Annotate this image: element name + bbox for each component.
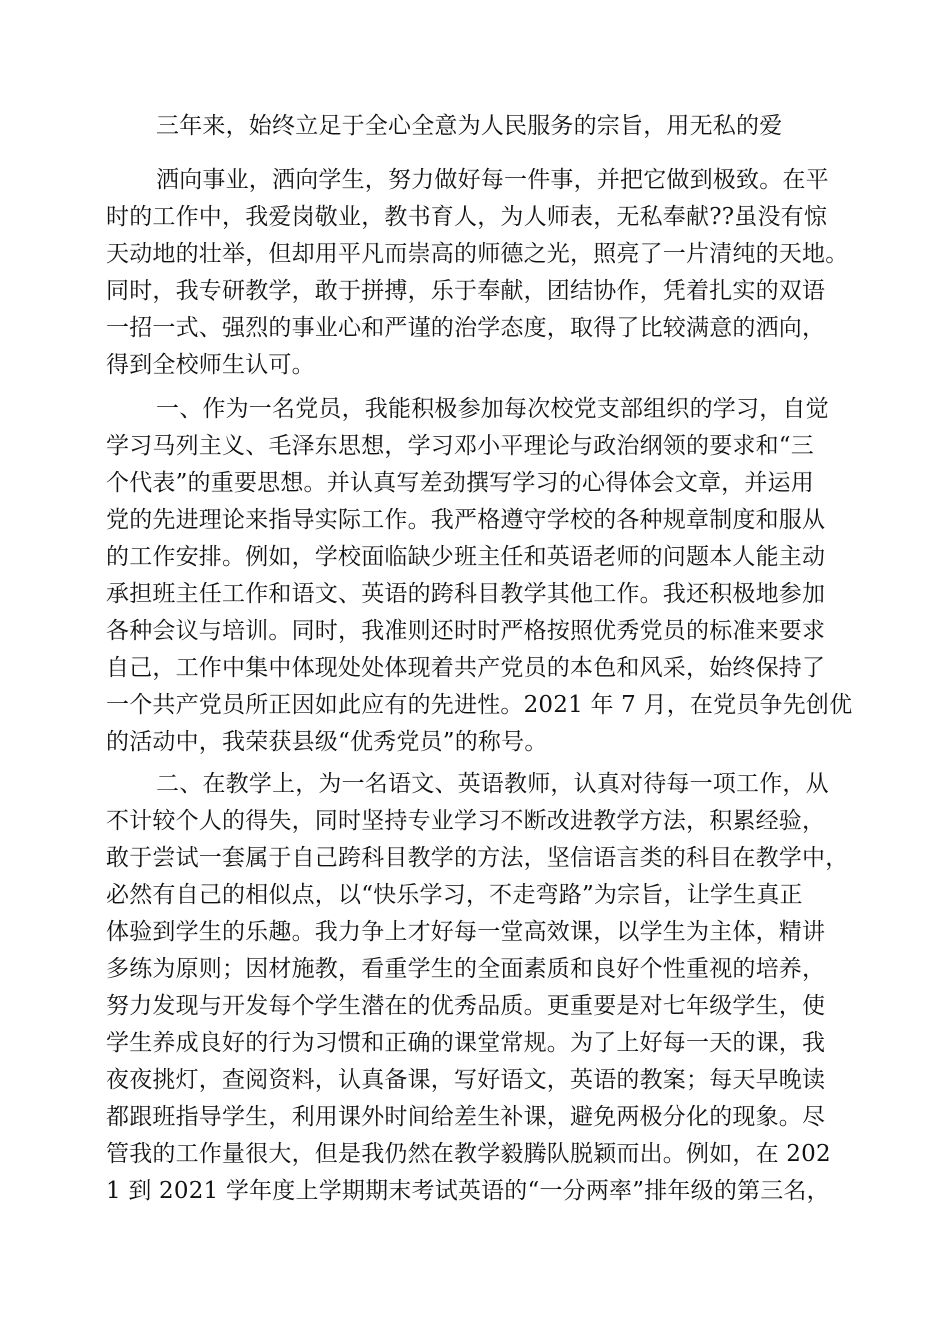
text-line: 各种会议与培训。同时，我准则还时时严格按照优秀党员的标准来要求 — [106, 618, 826, 644]
text-line: 自己，工作中集中体现处处体现着共产党员的本色和风采，始终保持了 — [106, 655, 826, 681]
text-line: 努力发现与开发每个学生潜在的优秀品质。更重要是对七年级学生，使 — [106, 993, 826, 1019]
text-line: 敢于尝试一套属于自己跨科目教学的方法，坚信语言类的科目在教学中， — [106, 845, 849, 871]
paragraph-party-member — [106, 391, 853, 761]
text-line: 的工作安排。例如，学校面临缺少班主任和英语老师的问题本人能主动 — [106, 544, 826, 570]
text-line: 体验到学生的乐趣。我力争上才好每一堂高效课，以学生为主体，精讲 — [106, 919, 826, 945]
text-line: 不计较个人的得失，同时坚持专业学习不断改进教学方法，积累经验， — [106, 808, 826, 834]
paragraph-dedication — [106, 162, 849, 384]
text-line: 天动地的壮举，但却用平凡而崇高的师德之光，照亮了一片清纯的天地。 — [106, 241, 849, 267]
text-line: 同时，我专研教学，敢于拼搏，乐于奉献，团结协作，凭着扎实的双语 — [106, 278, 826, 304]
paragraph-teaching — [106, 766, 849, 1210]
text-line: 一、作为一名党员，我能积极参加每次校党支部组织的学习，自觉 — [156, 396, 829, 422]
text-line: 夜夜挑灯，查阅资料，认真备课，写好语文，英语的教案；每天早晚读 — [106, 1067, 826, 1093]
text-line: 1 到 2021 学年度上学期期末考试英语的“一分两率”排年级的第三名， — [106, 1178, 830, 1204]
text-line: 二、在教学上，为一名语文、英语教师，认真对待每一项工作，从 — [156, 771, 829, 797]
paragraph-intro-line — [106, 108, 842, 145]
text-line: 得到全校师生认可。 — [106, 352, 315, 378]
text-line: 承担班主任工作和语文、英语的跨科目教学其他工作。我还积极地参加 — [106, 581, 826, 607]
text-line: 学习马列主义、毛泽东思想，学习邓小平理论与政治纲领的要求和“三 — [106, 433, 814, 459]
text-line: 学生养成良好的行为习惯和正确的课堂常规。为了上好每一天的课，我 — [106, 1030, 826, 1056]
text-line: 必然有自己的相似点，以“快乐学习，不走弯路”为宗旨，让学生真正 — [106, 882, 803, 908]
text-line: 管我的工作量很大，但是我仍然在教学毅腾队脱颖而出。例如，在 202 — [106, 1141, 831, 1167]
text-line: 多练为原则；因材施教，看重学生的全面素质和良好个性重视的培养， — [106, 956, 826, 982]
text-line: 的活动中，我荣获县级“优秀党员”的称号。 — [106, 729, 548, 755]
text-line: 一个共产党员所正因如此应有的先进性。2021 年 7 月，在党员争先创优 — [106, 692, 853, 718]
text-line: 洒向事业，洒向学生，努力做好每一件事，并把它做到极致。在平 — [156, 167, 829, 193]
text-line: 一招一式、强烈的事业心和严谨的治学态度，取得了比较满意的洒向， — [106, 315, 826, 341]
text-line: 党的先进理论来指导实际工作。我严格遵守学校的各种规章制度和服从 — [106, 507, 826, 533]
text-line: 都跟班指导学生，利用课外时间给差生补课，避免两极分化的现象。尽 — [106, 1104, 826, 1130]
text-line: 时的工作中，我爱岗敬业，教书育人，为人师表，无私奉献??虽没有惊 — [106, 204, 828, 230]
text-line: 三年来，始终立足于全心全意为人民服务的宗旨，用无私的爱 — [156, 113, 783, 139]
text-line: 个代表”的重要思想。并认真写差劲撰写学习的心得体会文章，并运用 — [106, 470, 814, 496]
